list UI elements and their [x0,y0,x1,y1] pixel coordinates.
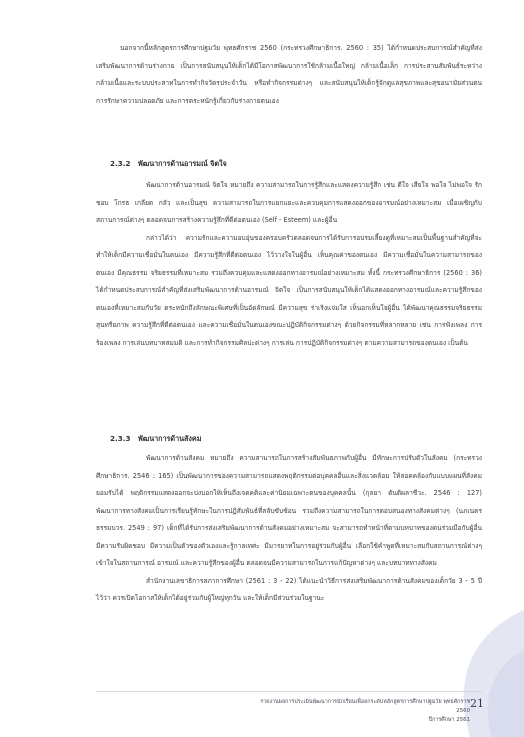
section-heading-2-3-3 [110,434,201,445]
footer-year: ปีการศึกษา 2561 [428,717,470,723]
paragraph-emotion-support: กล่าวได้ว่า ความรักและความอบอุ่นของครอบครัวตลอดจนการได้รับการอบรมเลี้ยงดูที่เหมาะสมเป็นพื้นฐานสำคัญที่จะทำให้เด็กมีความเชื่อมั่นในตนเอง มีความรู้สึกที่ดีต่อตนเอง ไว้วางใจในผู้อื่น เห็นคุณค่าของตนเอง มีความเชื่อมั่นในความสามารถของตนเอง มีคุณธรรม จริยธรรมที่เหมาะสม รวมถึงควบคุมและแสดงออกทางอารมณ์อย่างเหมาะสม ทั้งนี้ กระทรวงศึกษาธิการ (2560 : 36) ได้กำหนดประสบการณ์สำคัญที่ส่งเสริมพัฒนาการด้านอารมณ์ จิตใจ เป็นการสนับสนุนให้เด็กได้แสดงออกทางอารมณ์และความรู้สึกของตนเองที่เหมาะสมกับวัย ตระหนักถึงลักษณะพิเศษที่เป็นอัตลักษณ์ มีความสุข ร่าเริงแจ่มใส เห็นอกเห็นใจผู้อื่น ได้พัฒนาคุณธรรมจริยธรรม สุนทรียภาพ ความรู้สึกที่ดีต่อตนเอง และความเชื่อมั่นในตนเองขณะปฏิบัติกิจกรรมต่างๆ ด้วยกิจกรรมที่หลากหลาย เช่น การฟังเพลง การร้องเพลง การเล่นบทบาทสมมติ และการทำกิจกรรมศิลปะต่างๆ การเล่น การปฏิบัติกิจกรรมต่างๆ ตามความสามารถของตนเอง เป็นต้น [96,233,482,347]
footer-title: รายงานผลการประเมินพัฒนาการนักเรียนเพื่อยกระดับหลักสูตรการศึกษาปฐมวัย พุทธศักราช 2560 [260,699,470,714]
paragraph-emotion-definition: พัฒนาการด้านอารมณ์ จิตใจ หมายถึง ความสามารถในการรู้สึกและแสดงความรู้สึก เช่น ดีใจ เสียใจ พอใจ ไม่พอใจ รัก ชอบ โกรธ เกลียด กลัว และเป็นสุข ความสามารถในการแยกแยะและควบคุมการแสดงออกของอารมณ์อย่างเหมาะสม เมื่อเผชิญกับสถานการณ์ต่างๆ ตลอดจนการสร้างความรู้สึกที่ดีต่อตนเอง (Self - Esteem) และผู้อื่น [96,181,482,224]
section-number: 2.3.2 [110,159,131,168]
paragraph-intro: นอกจากนี้หลักสูตรการศึกษาปฐมวัย พุทธศักราช 2560 (กระทรวงศึกษาธิการ. 2560 : 35) ได้กำหนดประสบการณ์สำคัญที่ส่งเสริมพัฒนาการด้านร่างกาย เป็นการสนับสนุนให้เด็กได้มีโอกาสพัฒนาการใช้กล้ามเนื้อใหญ่ กล้ามเนื้อเล็ก การประสานสัมพันธ์ระหว่างกล้ามเนื้อและระบบประสาทในการทำกิจวัตรประจำวัน หรือทำกิจกรรมต่างๆ และสนับสนุนให้เด็กรู้จักดูแลสุขภาพและสุขอนามัยส่วนตน การรักษาความปลอดภัย และการตระหนักรู้เกี่ยวกับร่างกายตนเอง [96,44,482,105]
section-2-3-2-body [96,177,482,352]
footer-caption [250,698,470,725]
section-title: พัฒนาการด้านอารมณ์ จิตใจ [137,159,227,168]
paragraph-social-definition: พัฒนาการด้านสังคม หมายถึง ความสามารถในการสร้างสัมพันธภาพกับผู้อื่น มีทักษะการปรับตัวในสังคม (กระทรวงศึกษาธิการ. 2546 : 165) เป็นพัฒนาการของความสามารถแสดงพฤติกรรมต่อบุคคลอื่นและสิ่งแวดล้อม ให้สอดคล้องกับแบบแผนที่สังคมยอมรับได้ พฤติกรรมแสดงออกจะบ่งบอกให้เห็นถึงเจตคติและค่านิยมเฉพาะตนของบุคคลนั้น (กุลยา ตันติผลาชีวะ. 2546 : 127) พัฒนาการทางสังคมเป็นการเรียนรู้ทักษะในการปฏิสัมพันธ์ที่สลับซับซ้อน รวมถึงความสามารถในการตอบสนองทางสังคมต่างๆ (นภเนตร ธรรมบวร. 2549 : 97) เด็กที่ได้รับการส่งเสริมพัฒนาการด้านสังคมอย่างเหมาะสม จะสามารถทำหน้าที่ตามบทบาทของตนร่วมมือกับผู้อื่น มีความรับผิดชอบ มีความเป็นตัวของตัวเองและรู้กาลเทศะ มีมารยาทในการอยู่ร่วมกับผู้อื่น เลือกใช้คำพูดที่เหมาะสมกับสถานการณ์ต่างๆ เข้าใจในสถานการณ์ อารมณ์ และความรู้สึกของผู้อื่น ตลอดจนมีความสามารถในการแก้ปัญหาต่างๆ และบทบาททางสังคม [96,454,482,567]
page-number: 21 [470,697,484,710]
section-title: พัฒนาการด้านสังคม [137,434,202,443]
section-2-3-3-body [96,450,482,608]
section-heading-2-3-2 [110,159,227,170]
footer-divider [96,691,482,692]
section-number: 2.3.3 [110,434,131,443]
intro-text-block [96,40,482,110]
paragraph-social-guidance: สำนักงานเลขาธิการสภาการศึกษา (2561 : 3 - 22) ได้แนะนำวิธีการส่งเสริมพัฒนาการด้านสังคมของเด็กวัย 3 - 5 ปี ไว้ว่า ควรเปิดโอกาสให้เด็กได้อยู่ร่วมกับผู้ใหญ่ทุกวัน และให้เด็กมีส่วนร่วมในฐานะ [96,576,482,602]
